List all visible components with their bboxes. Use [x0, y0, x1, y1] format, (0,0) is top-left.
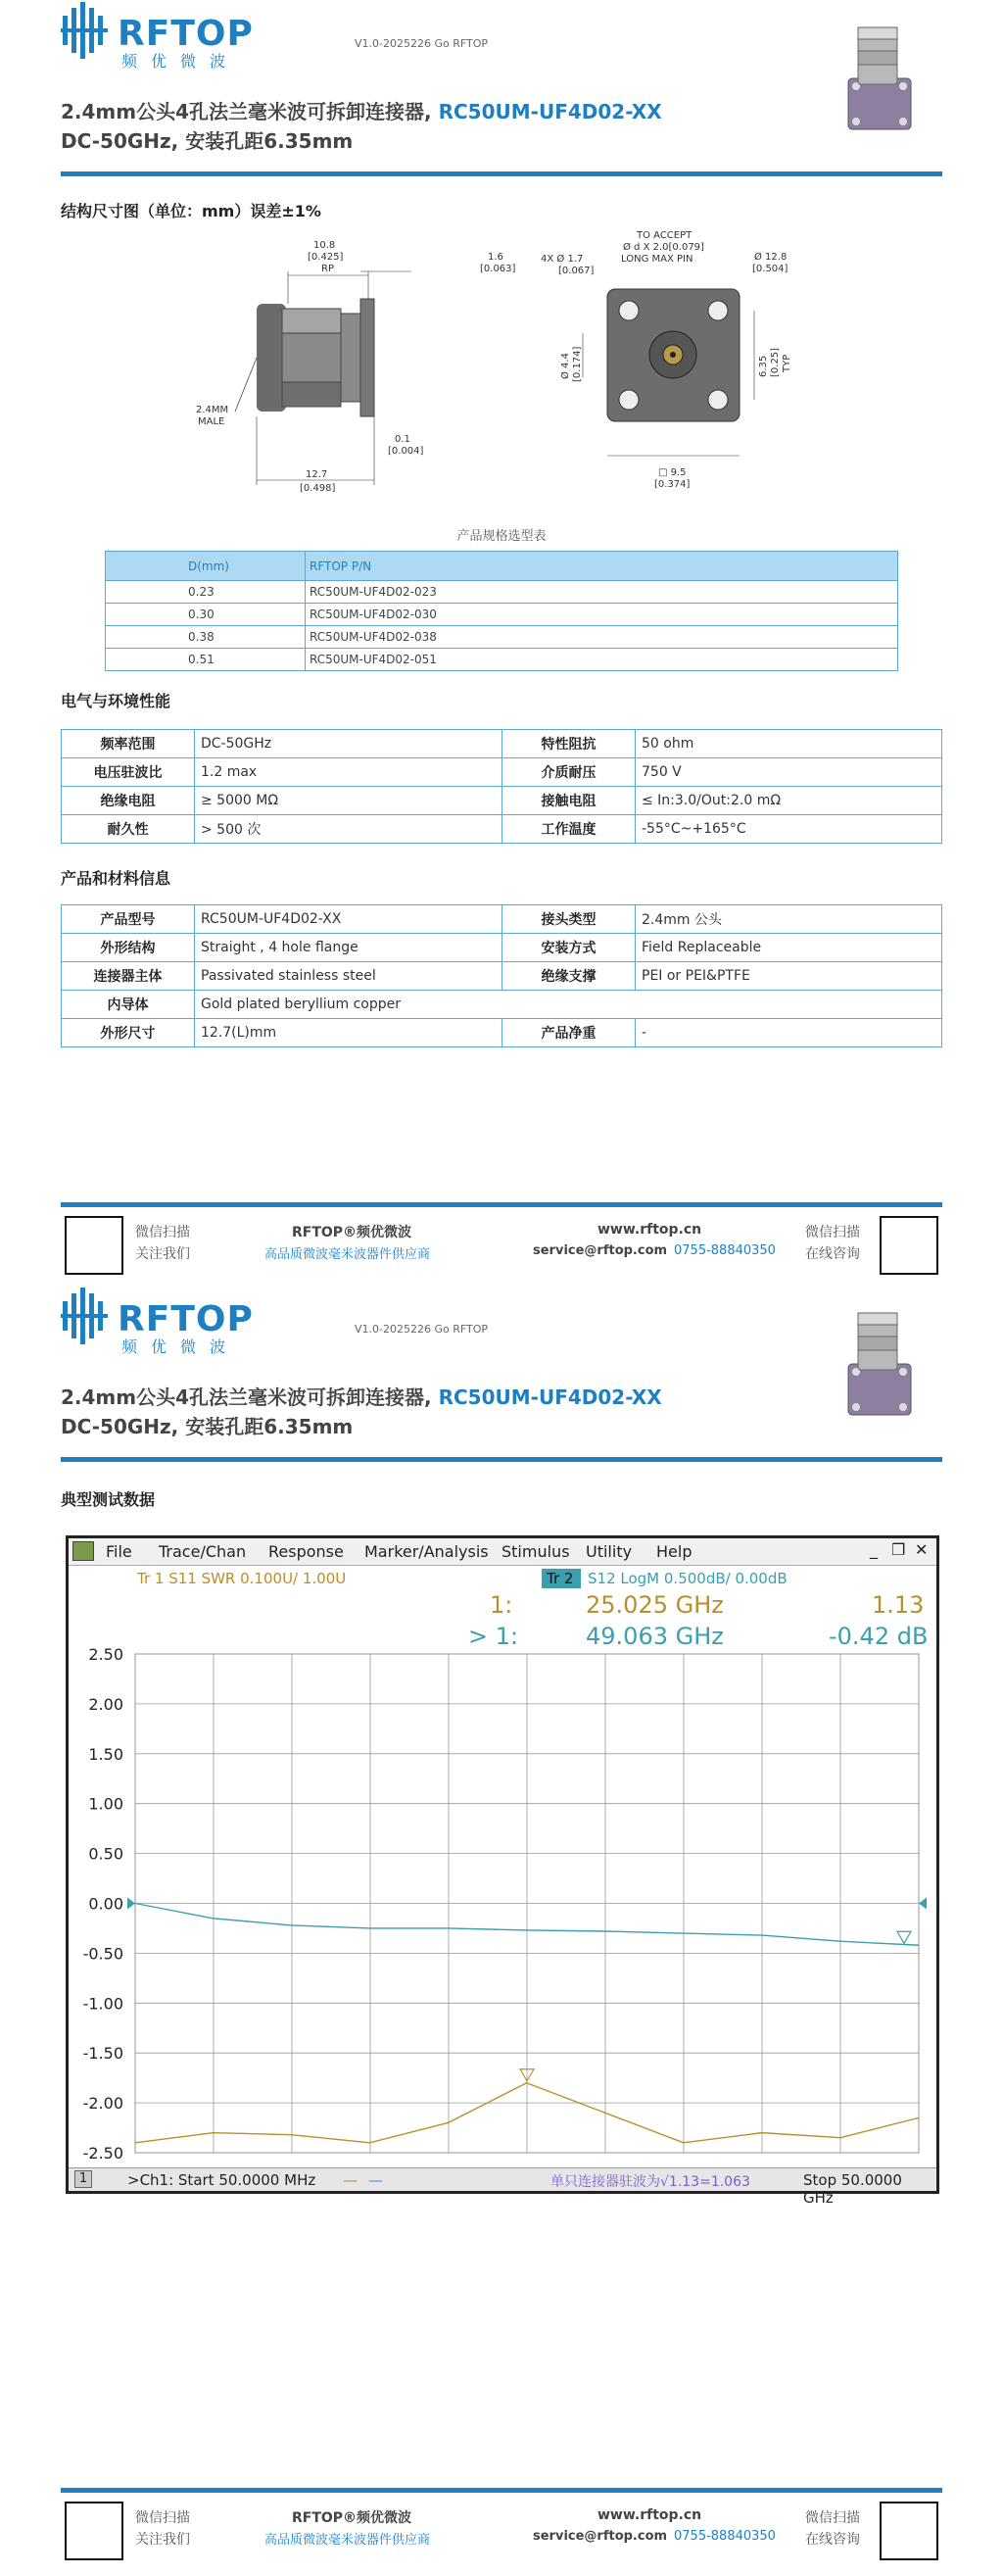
menu-item-response[interactable]: Response	[268, 1542, 344, 1561]
footer	[61, 2488, 942, 2576]
footer-scan-label: 微信扫描	[135, 1225, 190, 1240]
dim-0-1: 0.1	[395, 434, 410, 445]
vna-statusbar	[69, 2167, 936, 2207]
dim-10-8-in: [0.425]	[308, 252, 344, 263]
dim-12-8: Ø 12.8	[754, 252, 788, 263]
header-rule	[61, 1457, 942, 1462]
y-tick-label: -2.00	[82, 2094, 123, 2114]
footer-consult-label: 在线咨询	[805, 2532, 860, 2548]
status-start: >Ch1: Start 50.0000 MHz	[127, 2171, 316, 2189]
dim-typ: TYP	[782, 354, 792, 372]
dim-accept-3: LONG MAX PIN	[621, 254, 693, 265]
vna-screenshot	[66, 1535, 939, 2207]
dim-6-35-in: [0.25]	[770, 347, 781, 377]
dim-12-8-in: [0.504]	[752, 264, 788, 274]
column-header: RFTOP P/N	[306, 552, 898, 581]
trace-2-tag: Tr 2	[547, 1570, 574, 1587]
page-title: 2.4mm公头4孔法兰毫米波可拆卸连接器, RC50UM-UF4D02-XX	[61, 100, 662, 123]
header	[61, 1286, 942, 1462]
version-label: V1.0-2025226 Go RFTOP	[355, 37, 489, 50]
app-icon	[72, 1541, 94, 1561]
section-title-test: 典型测试数据	[61, 1490, 156, 1509]
table-row: 0.30 RC50UM-UF4D02-030	[106, 604, 898, 626]
status-note: 单只连接器驻波为√1.13=1.063	[550, 2174, 750, 2190]
minimize-icon[interactable]: _	[870, 1540, 878, 1559]
y-tick-label: -1.00	[82, 1994, 123, 2014]
column-header: D(mm)	[106, 552, 306, 581]
marker-1-value: 1.13	[872, 1591, 925, 1619]
trace-1-label: Tr 1 S11 SWR 0.100U/ 1.00U	[137, 1570, 347, 1587]
table-row: 产品型号 RC50UM-UF4D02-XX 接头类型 2.4mm 公头	[62, 905, 942, 934]
footer-scan-label: 微信扫描	[135, 2510, 190, 2526]
part-number: RC50UM-UF4D02-XX	[438, 1385, 662, 1409]
y-tick-label: 1.00	[88, 1794, 123, 1814]
marker-1-name: 1:	[490, 1591, 513, 1619]
table-row: 连接器主体 Passivated stainless steel 绝缘支撑 PEI or PEI&PTFE	[62, 962, 942, 991]
dim-male-1: 2.4MM	[196, 405, 229, 415]
footer-follow-label: 关注我们	[135, 1246, 190, 1262]
footer-scan-label-2: 微信扫描	[805, 2510, 860, 2526]
dim-0-1-in: [0.004]	[388, 446, 424, 457]
status-stop: Stop 50.0000 GHz	[803, 2171, 902, 2207]
dim-1-6: 1.6	[488, 252, 503, 263]
page-subtitle: DC-50GHz, 安装孔距6.35mm	[61, 1415, 354, 1438]
footer-email-link[interactable]: service@rftop.com	[533, 2529, 668, 2544]
marker-2-freq: 49.063 GHz	[586, 1623, 724, 1650]
logo-subtitle: 频优微波	[121, 52, 240, 71]
footer-phone: 0755-88840350	[674, 1243, 776, 1258]
table-row: 频率范围 DC-50GHz 特性阻抗 50 ohm	[62, 730, 942, 758]
footer-brand: RFTOP®频优微波	[292, 2510, 412, 2526]
connector-product-image	[823, 1303, 931, 1421]
dim-4-4: Ø 4.4	[560, 353, 571, 379]
table-row: 绝缘电阻 ≥ 5000 MΩ 接触电阻 ≤ In:3.0/Out:2.0 mΩ	[62, 787, 942, 815]
menu-item-file[interactable]: File	[106, 1542, 132, 1561]
dim-accept-1: TO ACCEPT	[637, 230, 693, 241]
vna-menubar	[69, 1538, 936, 1566]
logo-text: RFTOP	[118, 1299, 254, 1339]
table-header-row	[106, 552, 898, 581]
table-row: 外形结构 Straight , 4 hole flange 安装方式 Field Replaceable	[62, 934, 942, 962]
part-number: RC50UM-UF4D02-XX	[438, 100, 662, 123]
vna-plot	[69, 1566, 936, 2167]
connector-product-image	[823, 18, 931, 135]
dim-holes-in: [0.067]	[558, 266, 595, 276]
footer-consult-label: 在线咨询	[805, 1246, 860, 1262]
footer-slogan: 高品质微波毫米波器件供应商	[264, 2533, 431, 2548]
close-icon[interactable]: ✕	[915, 1540, 929, 1559]
table-row: 内导体 Gold plated beryllium copper	[62, 991, 942, 1019]
table-row: 电压驻波比 1.2 max 介质耐压 750 V	[62, 758, 942, 787]
dim-12-7-in: [0.498]	[300, 483, 336, 494]
footer-brand: RFTOP®频优微波	[292, 1225, 412, 1240]
channel-number[interactable]: 1	[74, 2170, 92, 2188]
dimension-drawing	[196, 230, 833, 514]
datasheet-page-1	[0, 0, 1003, 1286]
y-tick-label: -0.50	[82, 1944, 123, 1964]
table-row: 外形尺寸 12.7(L)mm 产品净重 -	[62, 1019, 942, 1047]
page-subtitle: DC-50GHz, 安装孔距6.35mm	[61, 129, 354, 153]
y-tick-label: 2.00	[88, 1694, 123, 1714]
section-title-material: 产品和材料信息	[61, 869, 171, 888]
table-row: 0.51 RC50UM-UF4D02-051	[106, 649, 898, 671]
marker-2-value: -0.42 dB	[829, 1623, 929, 1650]
y-tick-label: -2.50	[82, 2144, 123, 2163]
y-tick-label: 2.50	[88, 1645, 123, 1664]
section-title-electrical: 电气与环境性能	[61, 692, 171, 710]
menu-item-utility[interactable]: Utility	[586, 1542, 633, 1561]
dim-holes: 4X Ø 1.7	[541, 254, 584, 265]
logo-subtitle: 频优微波	[121, 1337, 240, 1356]
footer-email-link[interactable]: service@rftop.com	[533, 1243, 668, 1258]
y-tick-label: 1.50	[88, 1744, 123, 1764]
dim-4-4-in: [0.174]	[572, 346, 583, 382]
marker-1-freq: 25.025 GHz	[586, 1591, 724, 1619]
y-tick-label: -1.50	[82, 2044, 123, 2064]
logo-text: RFTOP	[118, 14, 254, 54]
header	[61, 0, 942, 176]
footer-phone: 0755-88840350	[674, 2529, 776, 2544]
y-tick-labels	[83, 1645, 123, 2163]
wechat-qr-code[interactable]	[65, 1216, 123, 1275]
pn-table-caption: 产品规格选型表	[456, 529, 547, 544]
plot-grid	[135, 1654, 919, 2153]
dim-9-5: □ 9.5	[658, 467, 687, 478]
table-row: 0.23 RC50UM-UF4D02-023	[106, 581, 898, 604]
pn-selection-table	[105, 551, 898, 671]
version-label: V1.0-2025226 Go RFTOP	[355, 1323, 489, 1336]
material-spec-table	[61, 904, 942, 1047]
footer	[61, 1202, 942, 1290]
consult-qr-code[interactable]	[880, 1216, 938, 1275]
y-tick-label: 0.00	[88, 1894, 123, 1914]
dim-male-2: MALE	[198, 416, 225, 427]
reference-arrow-right	[919, 1898, 927, 1910]
wechat-qr-code[interactable]	[65, 2502, 123, 2560]
dim-10-8: 10.8	[313, 240, 336, 251]
reference-arrow-left	[127, 1898, 135, 1910]
menu-item-trace-chan[interactable]: Trace/Chan	[159, 1542, 247, 1561]
consult-qr-code[interactable]	[880, 2502, 938, 2560]
electrical-spec-table	[61, 729, 942, 844]
dim-9-5-in: [0.374]	[654, 479, 691, 490]
page-title: 2.4mm公头4孔法兰毫米波可拆卸连接器, RC50UM-UF4D02-XX	[61, 1385, 662, 1409]
dim-rp: RP	[321, 264, 334, 274]
y-tick-label: 0.50	[88, 1844, 123, 1864]
marker-2-triangle	[897, 1931, 911, 1943]
dim-12-7: 12.7	[306, 469, 328, 480]
dim-6-35: 6.35	[758, 355, 769, 377]
footer-slogan: 高品质微波毫米波器件供应商	[264, 1247, 431, 1262]
dim-accept-2: Ø d X 2.0[0.079]	[623, 242, 704, 253]
dim-1-6-in: [0.063]	[480, 264, 516, 274]
footer-follow-label: 关注我们	[135, 2532, 190, 2548]
table-row: 0.38 RC50UM-UF4D02-038	[106, 626, 898, 649]
trace-2-label: S12 LogM 0.500dB/ 0.00dB	[588, 1570, 788, 1587]
footer-website-link[interactable]: www.rftop.cn	[597, 1222, 702, 1238]
menu-item-help[interactable]: Help	[656, 1542, 693, 1561]
datasheet-page-2	[0, 1286, 1003, 2571]
section-title-drawing: 结构尺寸图（单位：mm）误差±1%	[61, 202, 321, 220]
table-row: 耐久性 > 500 次 工作温度 -55°C~+165°C	[62, 815, 942, 844]
marker-2-name: > 1:	[468, 1623, 519, 1650]
s12-legend-line: —	[368, 2171, 383, 2189]
s11-legend-line: —	[343, 2171, 358, 2189]
footer-website-link[interactable]: www.rftop.cn	[597, 2507, 702, 2523]
restore-icon[interactable]: ❐	[891, 1540, 906, 1559]
menu-item-marker-analysis[interactable]: Marker/Analysis	[364, 1542, 489, 1561]
header-rule	[61, 171, 942, 176]
menu-item-stimulus[interactable]: Stimulus	[502, 1542, 570, 1561]
footer-scan-label-2: 微信扫描	[805, 1225, 860, 1240]
